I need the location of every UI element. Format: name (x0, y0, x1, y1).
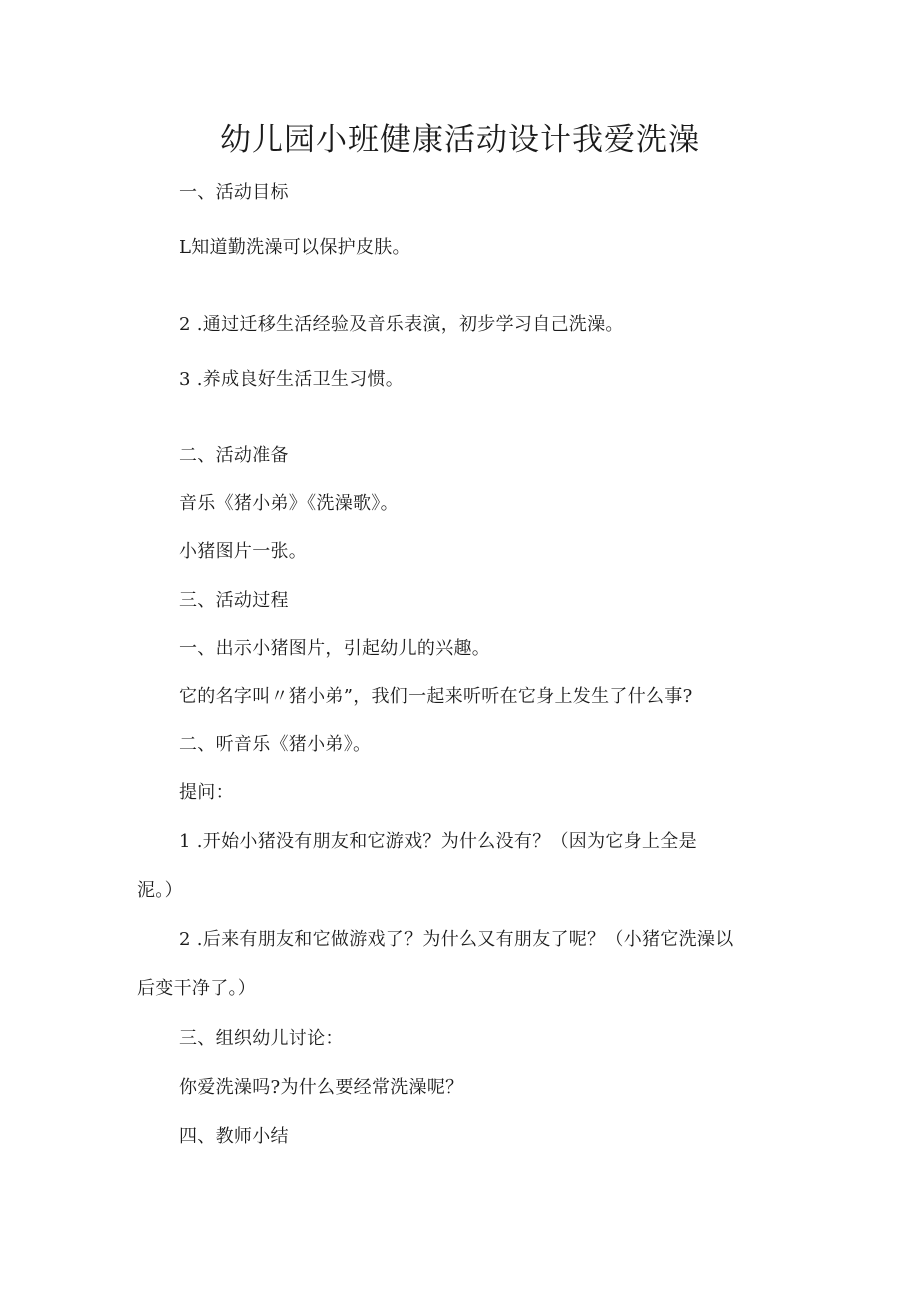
heading-activity-process: 三、活动过程 (179, 590, 289, 611)
question-1-continued: 泥。） (137, 880, 183, 901)
goal-item-2: 2 .通过迁移生活经验及音乐表演，初步学习自己洗澡。 (179, 314, 624, 335)
question-1: 1 .开始小猪没有朋友和它游戏？为什么没有？（因为它身上全是 (179, 831, 697, 852)
process-step-2: 二、听音乐《猪小弟》。 (179, 734, 372, 755)
process-step-3: 三、组织幼儿讨论： (179, 1028, 344, 1049)
process-step-1: 一、出示小猪图片，引起幼儿的兴趣。 (179, 638, 491, 659)
process-step-4: 四、教师小结 (179, 1126, 289, 1147)
preparation-item-music: 音乐《猪小弟》《洗澡歌》。 (179, 493, 399, 514)
goal-item-3: 3 .养成良好生活卫生习惯。 (179, 369, 405, 390)
goal-item-1: L知道勤洗澡可以保护皮肤。 (179, 237, 411, 258)
heading-activity-goals: 一、活动目标 (179, 182, 289, 203)
document-title: 幼儿园小班健康活动设计我爱洗澡 (220, 122, 700, 158)
discussion-question: 你爱洗澡吗?为什么要经常洗澡呢？ (179, 1077, 464, 1098)
question-2: 2 .后来有朋友和它做游戏了？为什么又有朋友了呢？（小猪它洗澡以 (179, 929, 734, 950)
preparation-item-picture: 小猪图片一张。 (179, 541, 308, 562)
heading-activity-preparation: 二、活动准备 (179, 445, 289, 466)
process-step-1-text: 它的名字叫〃猪小弟”，我们一起来听听在它身上发生了什么事? (179, 686, 693, 707)
question-2-continued: 后变干净了。） (137, 978, 257, 999)
questions-label: 提问： (179, 782, 234, 803)
